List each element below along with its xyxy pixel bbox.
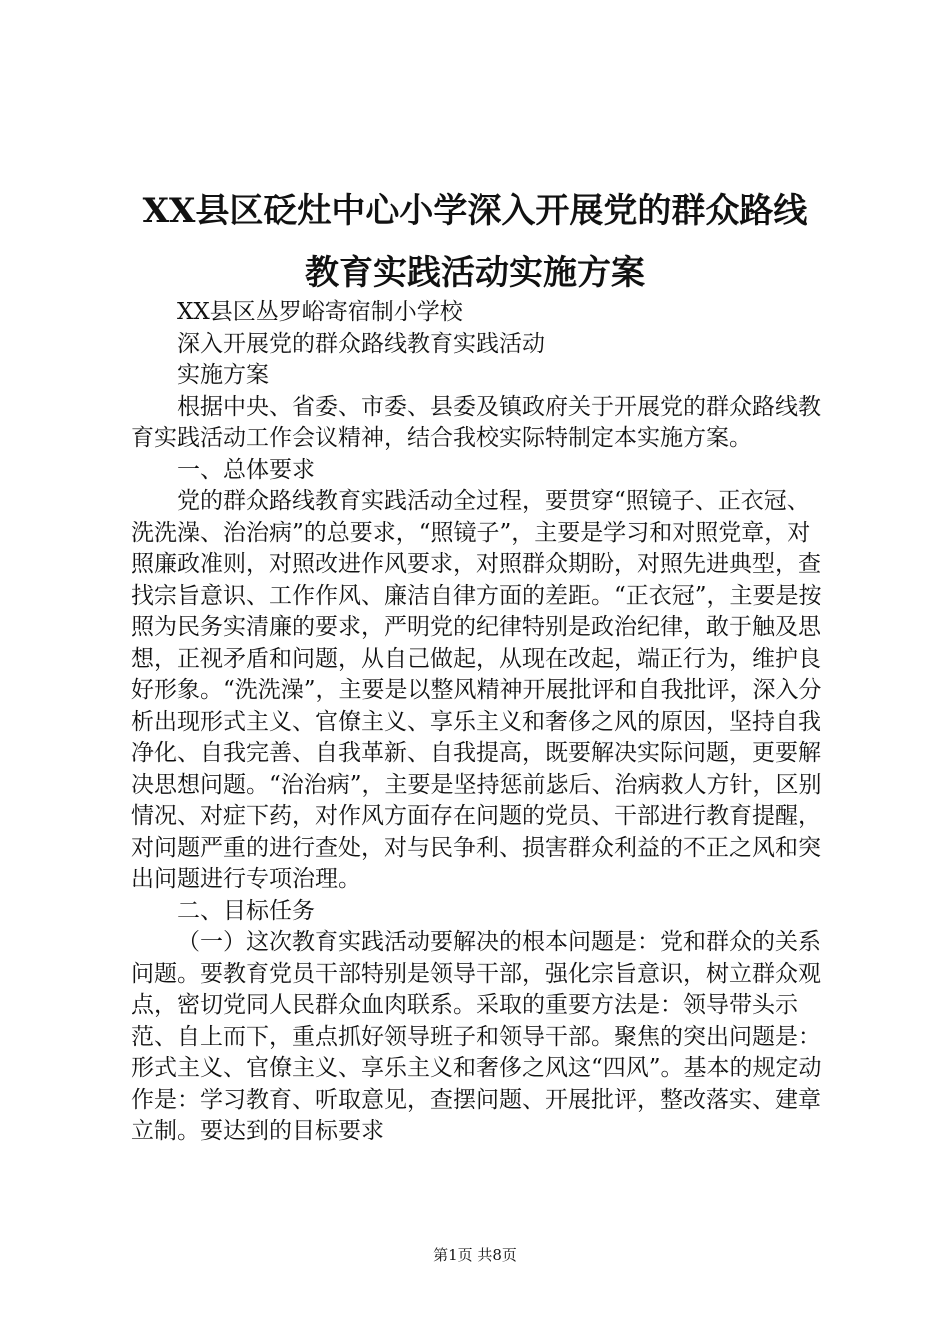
section-2-paragraph: （一）这次教育实践活动要解决的根本问题是：党和群众的关系问题。要教育党员干部特别是领导干部，强化宗旨意识，树立群众观点，密切党同人民群众血肉联系。采取的重要方法是：领导带头示范、自上而下，重点抓好领导班子和领导干部。聚焦的突出问题是：形式主义、官僚主义、享乐主义和奢侈之风这“四风”。基本的规定动作是：学习教育、听取意见，查摆问题、开展批评，整改落实、建章立制。要达到的目标要求 <box>131 929 822 1144</box>
section-heading-1: 一、总体要求 <box>177 456 315 483</box>
document-title-line-1: XX县区砭灶中心小学深入开展党的群众路线 <box>142 191 808 231</box>
document-body <box>131 297 831 1148</box>
school-name-line: XX县区丛罗峪寄宿制小学校 <box>177 299 463 325</box>
document-title-line-2: 教育实践活动实施方案 <box>305 253 645 293</box>
section-heading-2: 二、目标任务 <box>177 897 315 924</box>
subtitle-line: 深入开展党的群众路线教育实践活动 <box>177 330 545 357</box>
section-1-paragraph: 党的群众路线教育实践活动全过程，要贯穿“照镜子、正衣冠、洗洗澡、治治病”的总要求，“照镜子”，主要是学习和对照党章，对照廉政准则，对照改进作风要求，对照群众期盼，对照先进典型，查找宗旨意识、工作作风、廉洁自律方面的差距。“正衣冠”，主要是按照为民务实清廉的要求，严明党的纪律特别是政治纪律，敢于触及思想，正视矛盾和问题，从自己做起，从现在改起，端正行为，维护良好形象。“洗洗澡”，主要是以整风精神开展批评和自我批评，深入分析出现形式主义、官僚主义、享乐主义和奢侈之风的原因，坚持自我净化、自我完善、自我革新、自我提高，既要解决实际问题，更要解决思想问题。“治治病”，主要是坚持惩前毖后、治病救人方针，区别情况、对症下药，对作风方面存在问题的党员、干部进行教育提醒，对问题严重的进行查处，对与民争利、损害群众利益的不正之风和突出问题进行专项治理。 <box>131 488 822 892</box>
page-footer: 第1页 共8页 <box>433 1246 517 1264</box>
intro-paragraph: 根据中央、省委、市委、县委及镇政府关于开展党的群众路线教育实践活动工作会议精神，结合我校实际特制定本实施方案。 <box>131 393 821 451</box>
plan-label-line: 实施方案 <box>177 362 269 388</box>
